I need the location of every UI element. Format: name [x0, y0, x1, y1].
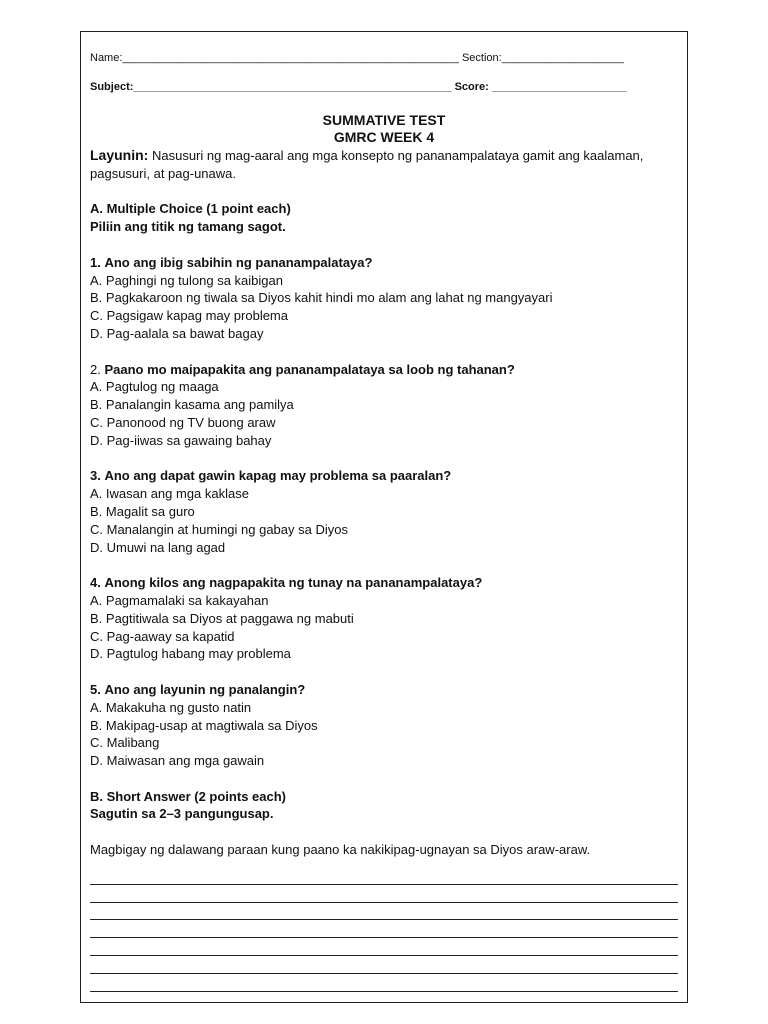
choice-2a: A. Pagtulog ng maaga	[90, 379, 219, 395]
choice-4d: D. Pagtulog habang may problema	[90, 646, 291, 662]
choice-1c: C. Pagsigaw kapag may problema	[90, 308, 288, 324]
question-text: Ano ang ibig sabihin ng pananampalataya?	[104, 254, 373, 270]
header-row-2	[90, 81, 626, 93]
test-paper	[80, 31, 688, 1003]
answer-line[interactable]	[90, 885, 678, 903]
question-1	[90, 254, 682, 272]
choice-2d: D. Pag-iiwas sa gawaing bahay	[90, 432, 272, 448]
choice-3b: B. Magalit sa guro	[90, 503, 195, 519]
choice-3d: D. Umuwi na lang agad	[90, 539, 226, 555]
choice-4c: C. Pag-aaway sa kapatid	[90, 628, 235, 644]
question-text: Ano ang layunin ng panalangin?	[104, 681, 306, 697]
section-field[interactable]: Section:____________________	[461, 52, 625, 64]
question-number: 3.	[90, 468, 101, 484]
header-row-1	[90, 52, 624, 64]
test-title: SUMMATIVE TEST	[322, 112, 446, 128]
answer-line[interactable]	[90, 938, 678, 956]
choice-4a: A. Pagmamalaki sa kakayahan	[90, 592, 269, 608]
section-b-instruction: Sagutin sa 2–3 pangungusap.	[90, 806, 274, 822]
layunin-label: Layunin:	[90, 147, 149, 163]
choice-2c: C. Panonood ng TV buong araw	[90, 414, 276, 430]
section-a-heading: A. Multiple Choice (1 point each)	[90, 201, 291, 217]
choice-5c: C. Malibang	[90, 735, 160, 751]
choice-5a: A. Makakuha ng gusto natin	[90, 699, 252, 715]
choice-5d: D. Maiwasan ang mga gawain	[90, 753, 265, 769]
test-body	[90, 147, 682, 859]
question-5	[90, 681, 682, 699]
short-answer-prompt: Magbigay ng dalawang paraan kung paano ka nakikipag-ugnayan sa Diyos araw-araw.	[90, 842, 591, 858]
subject-field[interactable]: Subject:____________________________________________________	[90, 81, 452, 93]
answer-line[interactable]	[90, 920, 678, 938]
choice-1b: B. Pagkakaroon ng tiwala sa Diyos kahit hindi mo alam ang lahat ng mangyayari	[90, 290, 553, 306]
question-number: 2.	[90, 361, 101, 377]
answer-line[interactable]	[90, 956, 678, 974]
answer-line[interactable]	[90, 903, 678, 921]
choice-1d: D. Pag-aalala sa bawat bagay	[90, 325, 264, 341]
question-text: Ano ang dapat gawin kapag may problema sa paaralan?	[104, 468, 452, 484]
layunin-text: Nasusuri ng mag-aaral ang mga konsepto ng pananampalataya gamit ang kaalaman, pagsusuri, at pag-unawa.	[90, 148, 644, 181]
name-field[interactable]: Name:_______________________________________________________	[90, 52, 459, 64]
choice-5b: B. Makipag-usap at magtiwala sa Diyos	[90, 717, 318, 733]
question-number: 1.	[90, 254, 101, 270]
question-4	[90, 574, 682, 592]
choice-3a: A. Iwasan ang mga kaklase	[90, 486, 249, 502]
question-2	[90, 361, 682, 379]
choice-2b: B. Panalangin kasama ang pamilya	[90, 397, 294, 413]
answer-lines[interactable]	[90, 867, 678, 992]
question-number: 4.	[90, 575, 101, 591]
choice-4b: B. Pagtitiwala sa Diyos at paggawa ng mabuti	[90, 610, 354, 626]
question-text: Anong kilos ang nagpapakita ng tunay na pananampalataya?	[104, 575, 483, 591]
question-3	[90, 467, 682, 485]
layunin	[90, 147, 682, 183]
answer-line[interactable]	[90, 867, 678, 885]
choice-1a: A. Paghingi ng tulong sa kaibigan	[90, 272, 283, 288]
section-a-instruction: Piliin ang titik ng tamang sagot.	[90, 219, 286, 235]
answer-line[interactable]	[90, 974, 678, 992]
test-subtitle: GMRC WEEK 4	[333, 129, 435, 145]
score-field[interactable]: Score: ______________________	[454, 81, 627, 93]
question-text: Paano mo maipapakita ang pananampalataya sa loob ng tahanan?	[104, 361, 515, 377]
choice-3c: C. Manalangin at humingi ng gabay sa Diyos	[90, 521, 348, 537]
question-number: 5.	[90, 681, 101, 697]
section-b-heading: B. Short Answer (2 points each)	[90, 788, 286, 804]
